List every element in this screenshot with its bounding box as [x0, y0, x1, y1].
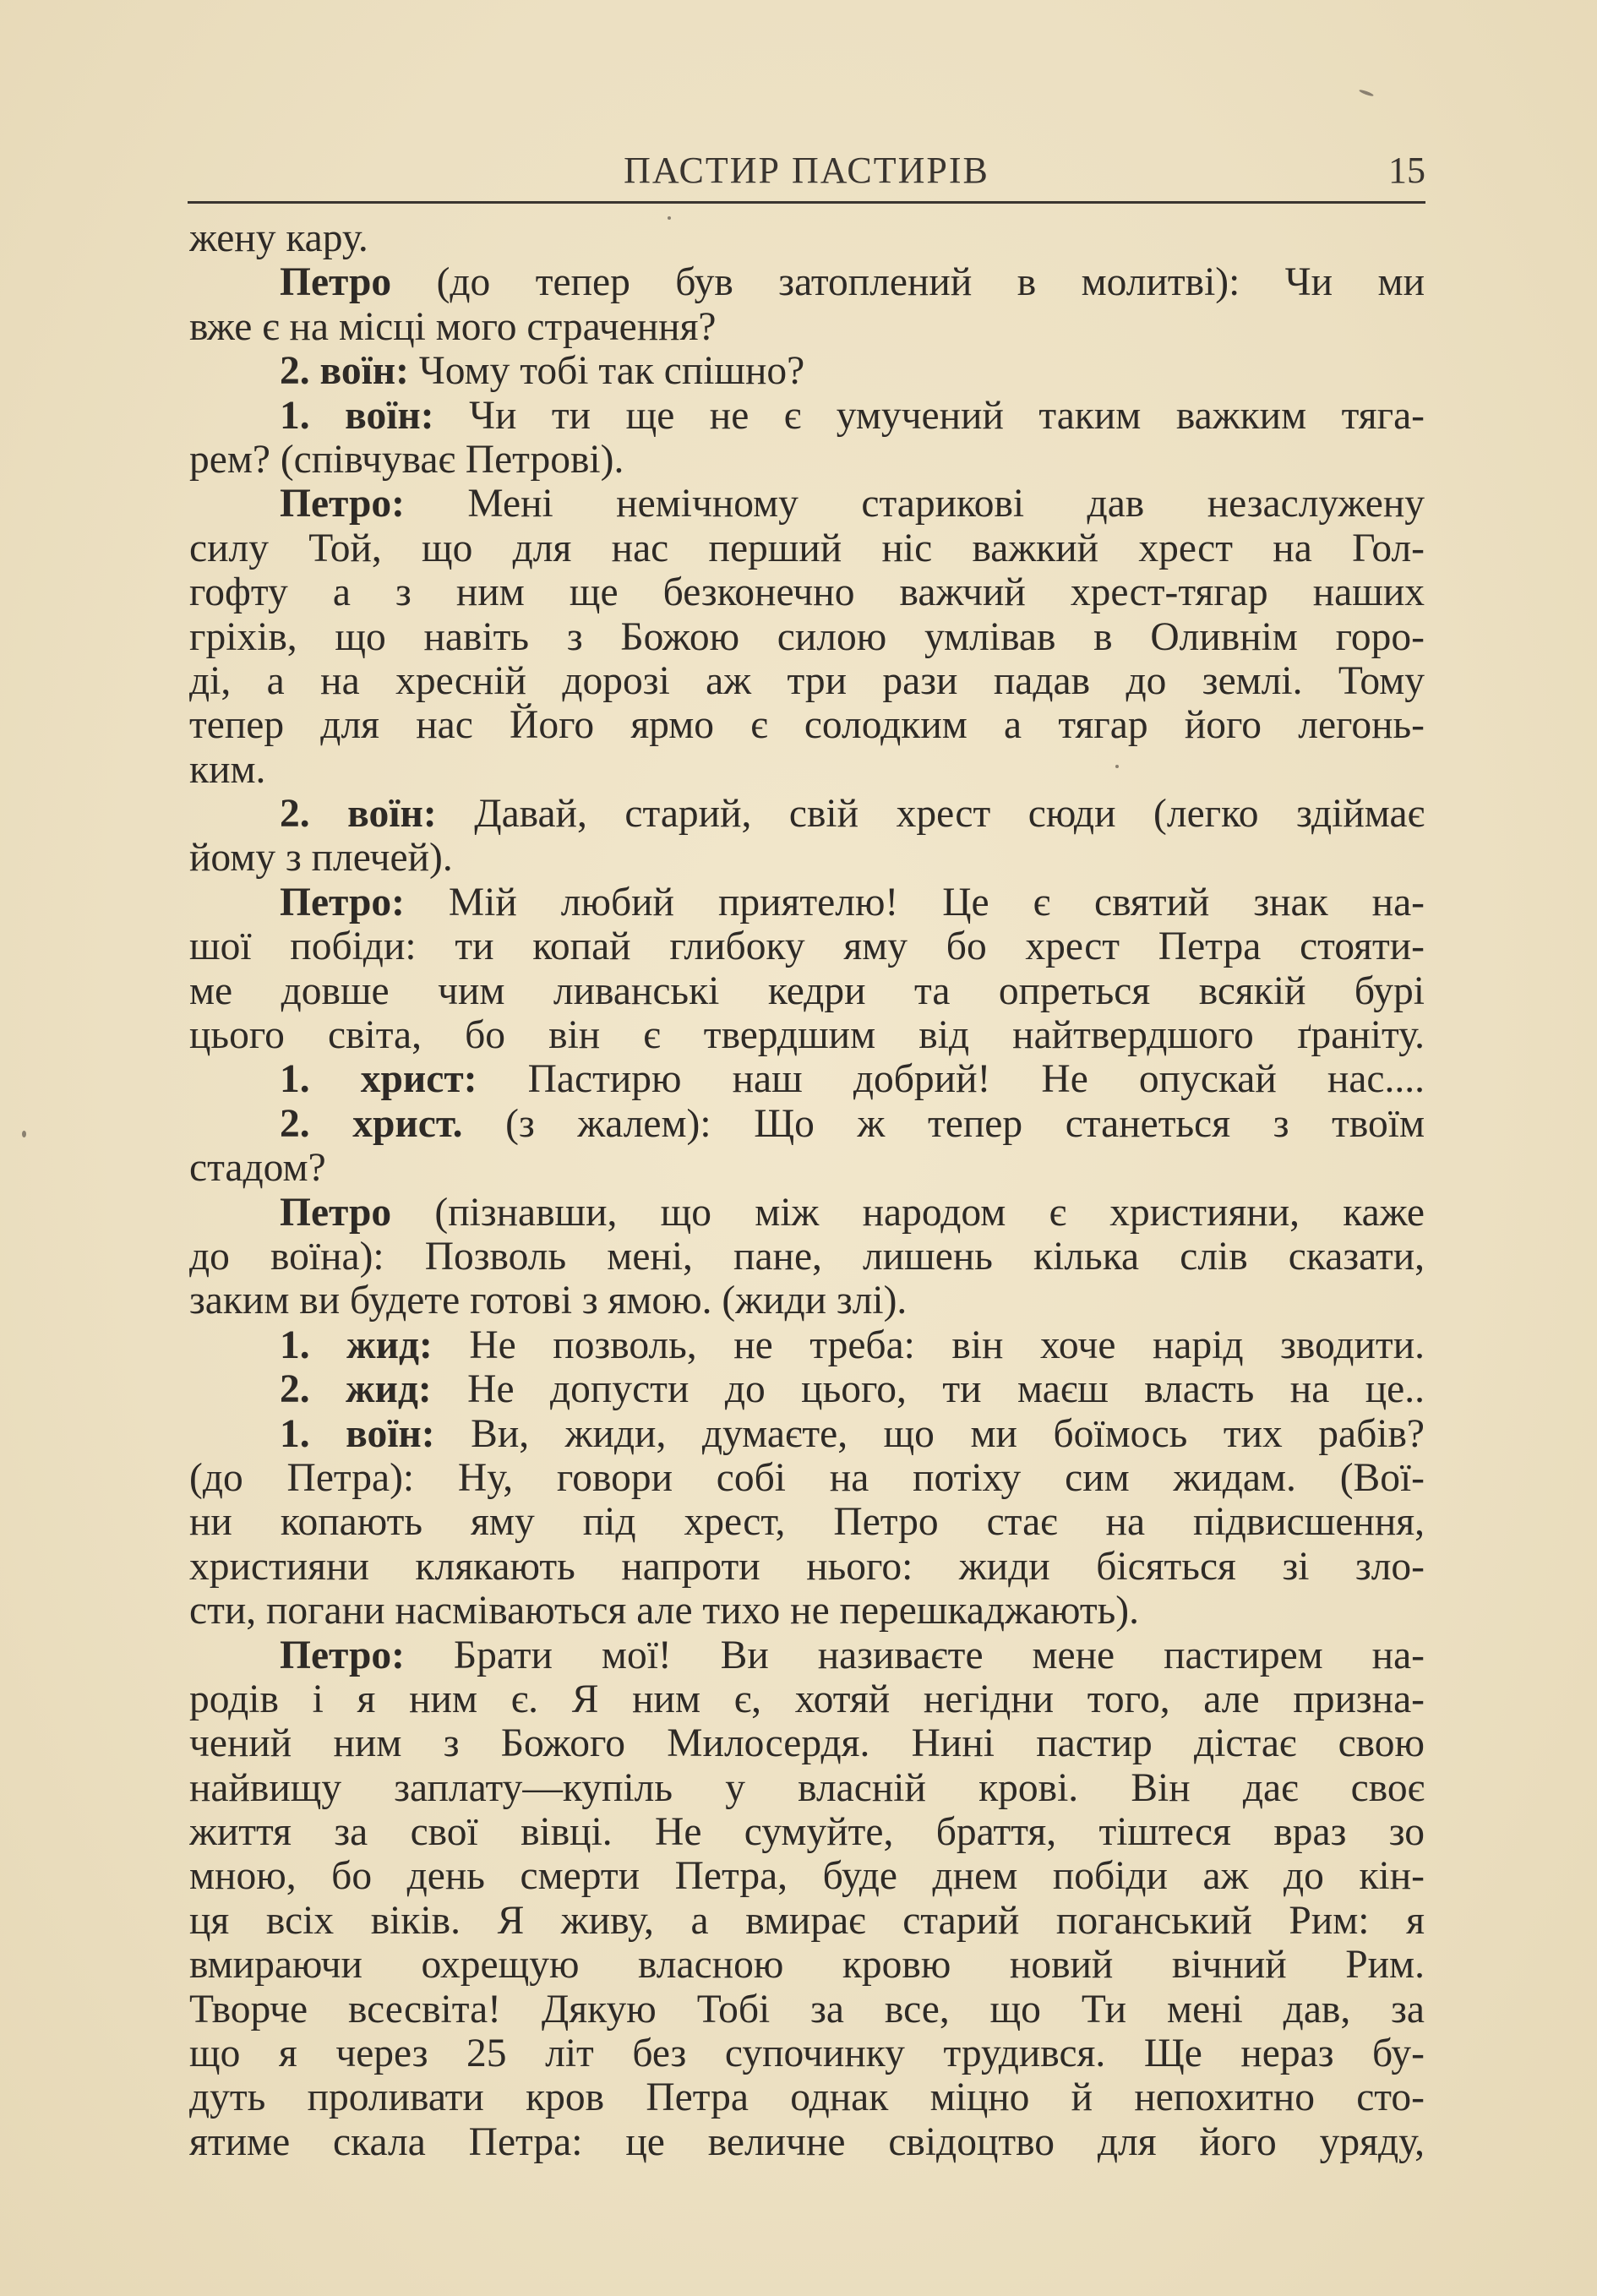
text-line: [189, 2031, 1425, 2075]
text-line: [189, 1235, 1425, 1279]
text-line: [189, 1766, 1425, 1810]
text-line: [189, 1943, 1425, 1987]
line-text: рем? (співчуває Петрові).: [189, 437, 624, 482]
line-text: гофту а з ним ще безконечно важчий хрест-тягар наших: [189, 570, 1425, 615]
line-text: життя за свої вівці. Не сумуйте, браття, тіштеся враз зо: [189, 1810, 1425, 1855]
text-line: [189, 1721, 1425, 1765]
text-line: [189, 1456, 1425, 1500]
running-title: ПАСТИР ПАСТИРІВ: [624, 150, 989, 191]
line-text: жену кару.: [189, 216, 368, 260]
text-line: [189, 1412, 1425, 1456]
text-line: [189, 836, 1425, 880]
text-line: [189, 1367, 1425, 1411]
text-line: [189, 526, 1425, 570]
text-line: [189, 748, 1425, 792]
line-text: тепер для нас Його ярмо є солодким а тягар його легонь-: [189, 703, 1425, 748]
speaker-name: 1. воїн:: [280, 393, 434, 438]
line-text: що я через 25 літ без супочинку трудився. Ще нераз бу-: [189, 2031, 1425, 2076]
text-line: [189, 1057, 1425, 1101]
text-line: [189, 792, 1425, 836]
line-text: вже є на місці мого страчення?: [189, 304, 717, 349]
text-line: [189, 1146, 1425, 1190]
text-line: [189, 1677, 1425, 1721]
line-text: чений ним з Божого Милосердя. Нині пастир дістає свою: [189, 1721, 1425, 1766]
speaker-name: 1. жид:: [280, 1323, 433, 1367]
text-line: [189, 1545, 1425, 1589]
line-text: Мій любий приятелю! Це є святий знак на-: [404, 880, 1425, 924]
speaker-name: 1. воїн:: [280, 1411, 435, 1456]
line-text: ді, а на хресній дорозі аж три рази падав до землі. Тому: [189, 658, 1425, 703]
line-text: силу Той, що для нас перший ніс важкий хрест на Гол-: [189, 526, 1425, 570]
line-text: Чому тобі так спішно?: [408, 349, 805, 394]
text-line: [189, 216, 1425, 260]
text-line: [189, 260, 1425, 304]
text-line: [189, 881, 1425, 924]
text-line: [189, 570, 1425, 614]
line-text: ни копають яму під хрест, Петро стає на підвисшення,: [189, 1500, 1425, 1545]
speaker-name: Петро: [280, 260, 392, 305]
line-text: Чи ти ще не є умучений таким важким тяга-: [433, 393, 1425, 438]
text-line: [189, 349, 1425, 393]
page-number: 15: [1388, 150, 1425, 191]
line-text: родів і я ним є. Я ним є, хотяй негідни того, але призна-: [189, 1677, 1425, 1721]
text-line: [189, 1899, 1425, 1943]
line-text: Давай, старий, свій хрест сюди (легко здіймає: [436, 792, 1425, 837]
text-line: [189, 969, 1425, 1013]
header-rule: [188, 201, 1425, 204]
text-line: [189, 659, 1425, 703]
line-text: (з жалем): Що ж тепер станеться з твоїм: [462, 1101, 1425, 1146]
speaker-name: Петро:: [280, 482, 405, 526]
text-line: [189, 1589, 1425, 1633]
text-line: [189, 615, 1425, 659]
text-line: [189, 2120, 1425, 2164]
line-text: шої побіди: ти копай глибоку яму бо хрест Петра стояти-: [189, 924, 1425, 969]
speaker-name: Петро:: [280, 880, 405, 924]
speaker-name: Петро:: [280, 1633, 405, 1677]
paper-speck: [22, 1131, 26, 1137]
line-text: ким.: [189, 747, 266, 792]
line-text: (до Петра): Ну, говори собі на потіху сим жидам. (Воï-: [189, 1455, 1425, 1500]
line-text: йому з плечей).: [189, 836, 453, 881]
text-line: [189, 1323, 1425, 1367]
text-line: [189, 1810, 1425, 1854]
line-text: вмираючи охрещую власною кровю новий вічний Рим.: [189, 1943, 1425, 1988]
line-text: до воїна): Позволь мені, пане, лишень кілька слів сказати,: [189, 1234, 1425, 1279]
line-text: мною, бо день смерти Петра, буде днем побіди аж до кін-: [189, 1854, 1425, 1899]
text-line: [189, 394, 1425, 438]
line-text: гріхів, що навіть з Божою силою умлівав в Оливнім горо-: [189, 614, 1425, 659]
line-text: християни клякають напроти нього: жиди бісяться зі зло-: [189, 1544, 1425, 1589]
line-text: Творче всесвіта! Дякую Тобі за все, що Ти мені дав, за: [189, 1987, 1425, 2031]
page-header: [188, 149, 1425, 199]
line-text: Не допусти до цього, ти маєш власть на це..: [431, 1367, 1425, 1412]
text-line: [189, 1013, 1425, 1057]
text-line: [189, 1854, 1425, 1898]
body-text: [189, 216, 1425, 2164]
text-line: [189, 1988, 1425, 2031]
line-text: Ви, жиди, думаєте, що ми боїмось тих рабів?: [434, 1411, 1425, 1456]
line-text: ця всіх віків. Я живу, а вмирає старий поганський Рим: я: [189, 1898, 1425, 1943]
line-text: (пізнавши, що між народом є християни, каже: [391, 1190, 1425, 1235]
line-text: ятиме скала Петра: це величне свідоцтво для його уряду,: [189, 2119, 1425, 2164]
text-line: [189, 1102, 1425, 1146]
line-text: Не позволь, не треба: він хоче нарід зводити.: [432, 1323, 1425, 1367]
line-text: цього світа, бо він є твердшим від найтвердшого ґраніту.: [189, 1013, 1425, 1058]
text-line: [189, 482, 1425, 526]
line-text: стадом?: [189, 1146, 326, 1191]
line-text: дуть проливати кров Петра однак міцно й непохитно сто-: [189, 2075, 1425, 2120]
text-line: [189, 1191, 1425, 1235]
text-line: [189, 2075, 1425, 2119]
text-line: [189, 1279, 1425, 1323]
text-line: [189, 305, 1425, 349]
speaker-name: 1. христ:: [280, 1057, 477, 1102]
speaker-name: Петро: [280, 1190, 392, 1235]
line-text: заким ви будете готові з ямою. (жиди злі).: [189, 1279, 908, 1323]
line-text: Мені немічному старикові дав незаслужену: [404, 482, 1425, 526]
text-line: [189, 924, 1425, 968]
line-text: найвищу заплату—купіль у власній крові. Він дає своє: [189, 1765, 1425, 1810]
text-line: [189, 438, 1425, 482]
line-text: Брати мої! Ви називаєте мене пастирем на-: [404, 1633, 1425, 1677]
line-text: Пастирю наш добрий! Не опускай нас....: [477, 1057, 1425, 1102]
speaker-name: 2. воїн:: [280, 349, 409, 394]
line-text: ме довше чим ливанські кедри та опреться всякій бурі: [189, 968, 1425, 1013]
speaker-name: 2. жид:: [280, 1367, 432, 1412]
text-line: [189, 1633, 1425, 1677]
speaker-name: 2. христ.: [280, 1101, 463, 1146]
paper-speck: [1359, 89, 1374, 97]
speaker-name: 2. воїн:: [280, 792, 437, 837]
line-text: (до тепер був затоплений в молитві): Чи ми: [391, 260, 1425, 305]
text-line: [189, 703, 1425, 747]
line-text: сти, погани насміваються але тихо не перешкаджають).: [189, 1589, 1139, 1633]
text-line: [189, 1500, 1425, 1544]
